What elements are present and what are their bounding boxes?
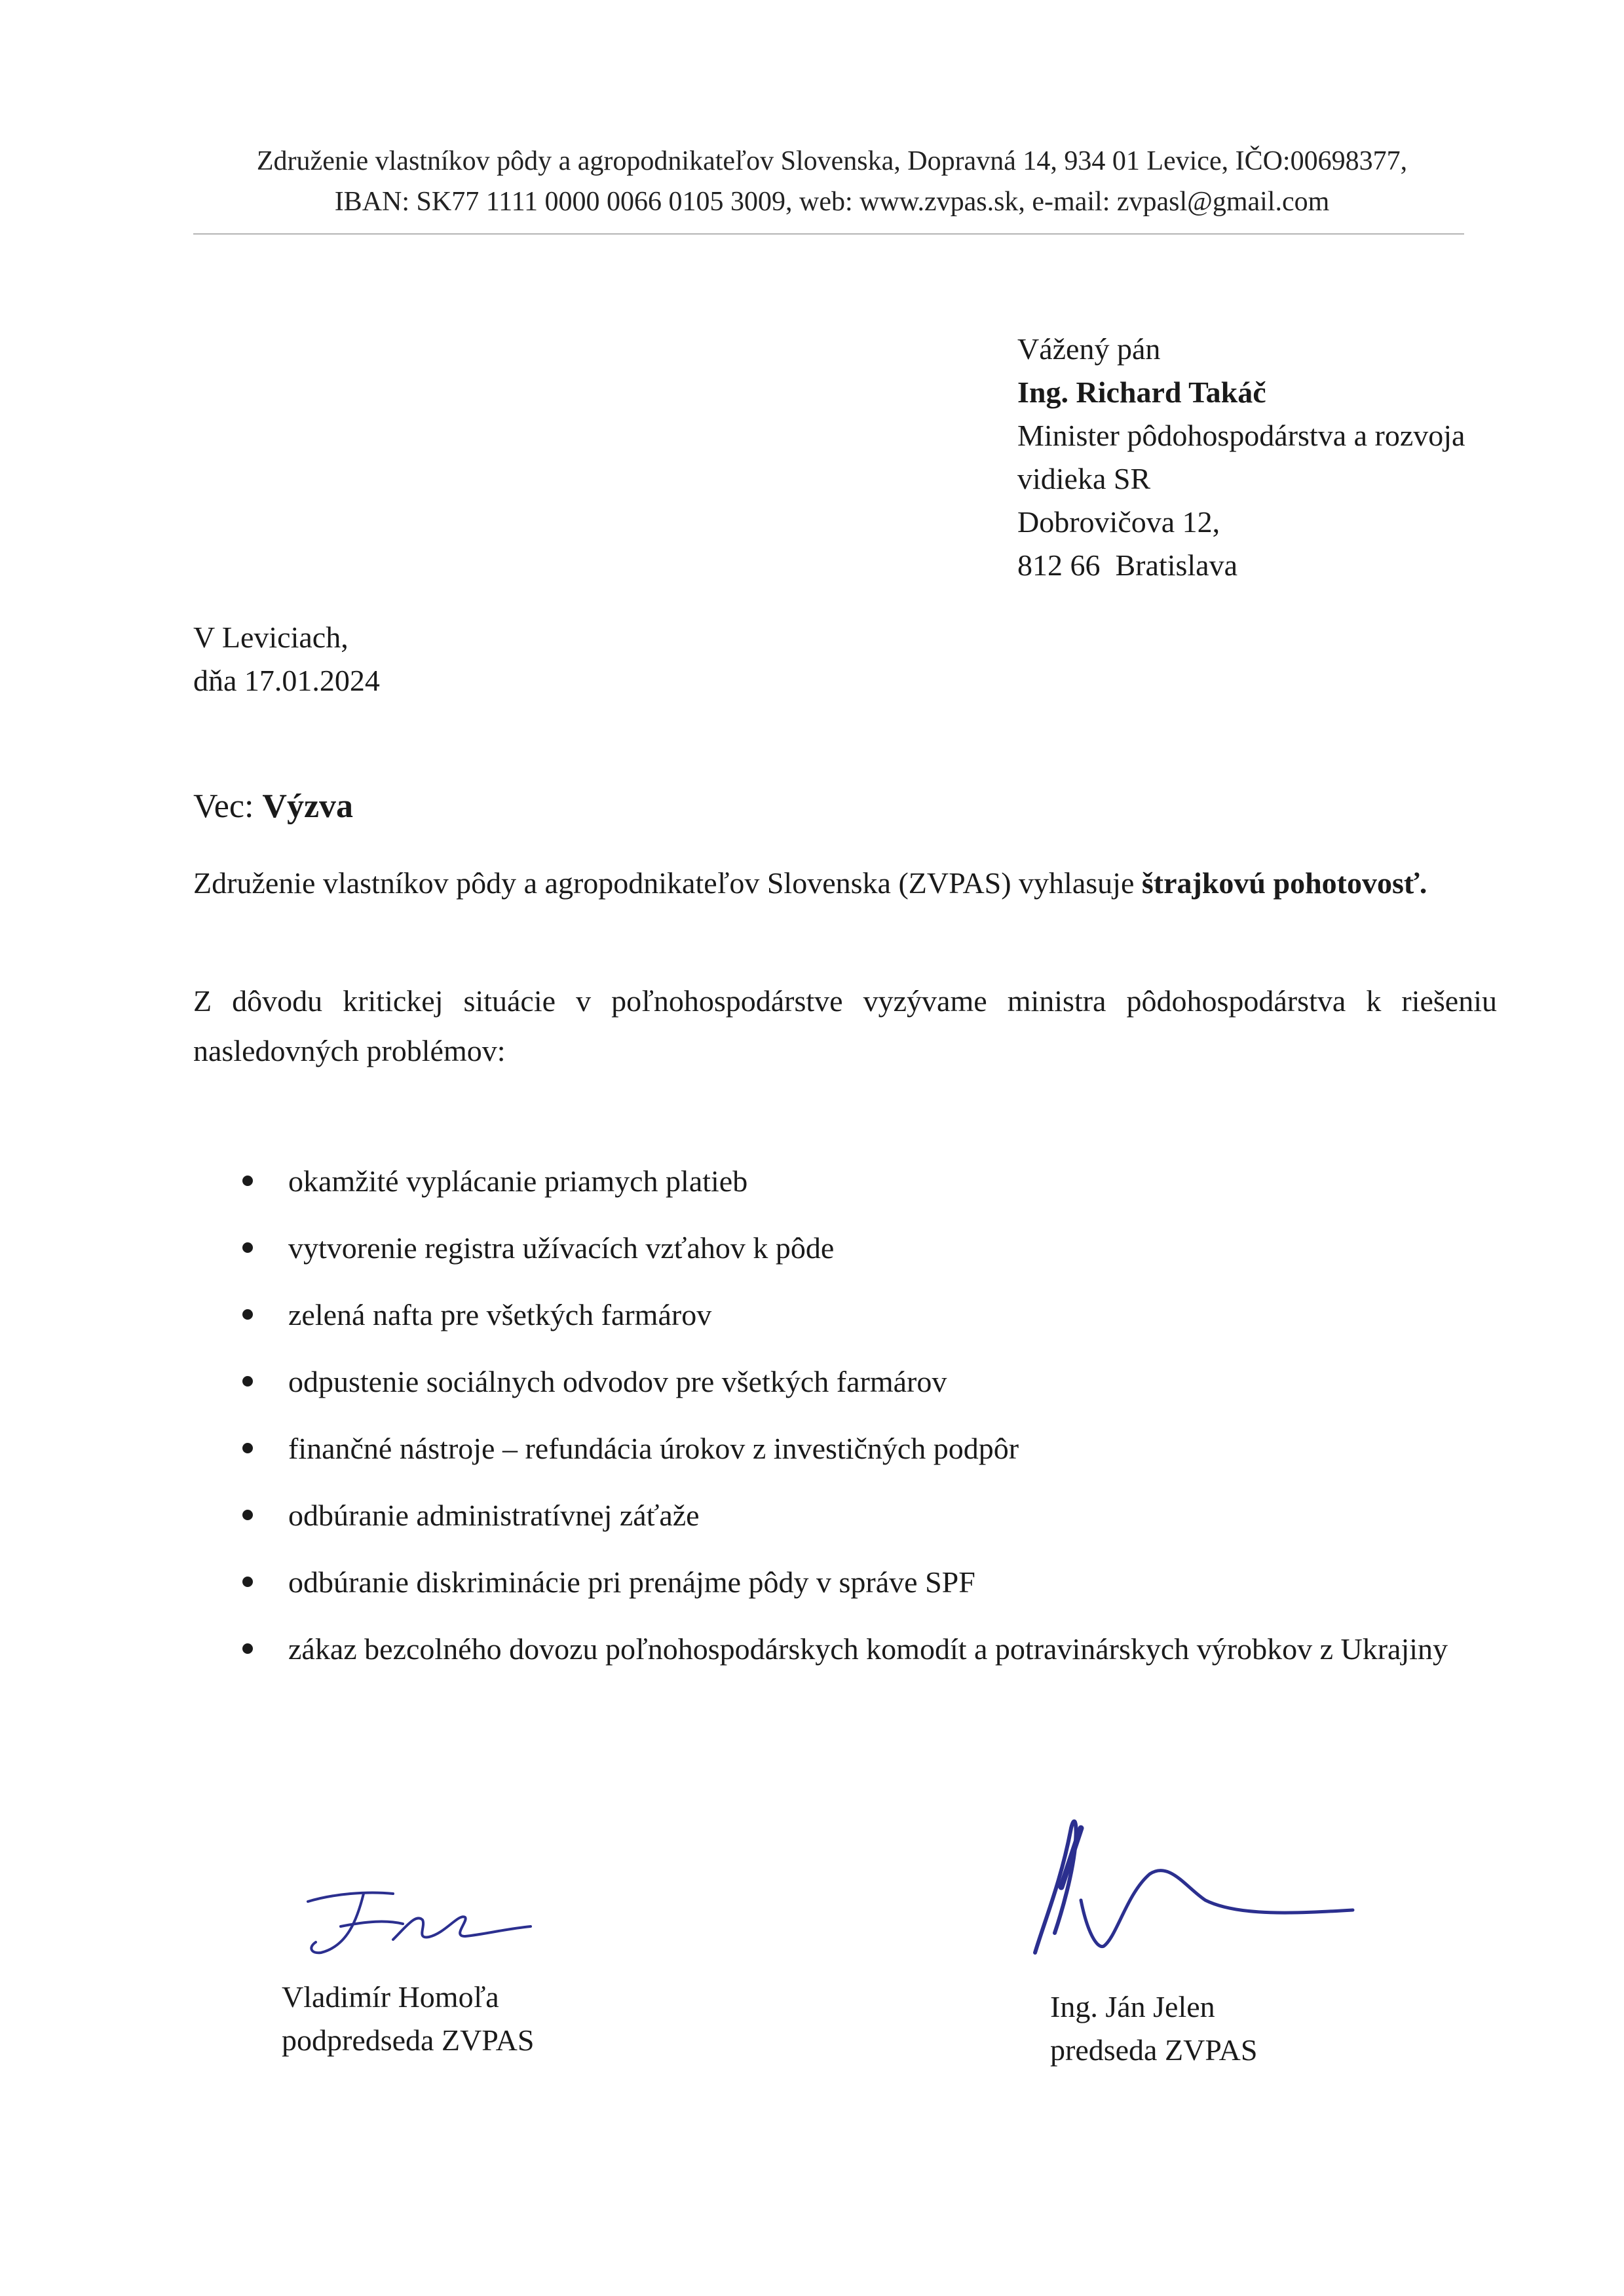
bullet-icon	[242, 1510, 253, 1520]
letterhead	[190, 141, 1474, 222]
place: V Leviciach,	[193, 621, 349, 654]
paragraph-2-text: Z dôvodu kritickej situácie v poľnohospodárstve vyzývame ministra pôdohospodárstva k riešeniu nasledovných problémov:	[193, 984, 1497, 1067]
recipient-address	[1017, 328, 1465, 587]
signatory-right-role: predseda ZVPAS	[1050, 2033, 1258, 2067]
paragraph-1-bold: štrajkovú pohotovosť.	[1141, 866, 1427, 900]
signature-right-icon	[1022, 1802, 1363, 1966]
place-and-date	[193, 616, 380, 702]
list-item: finančné nástroje – refundácia úrokov z investičných podpôr	[239, 1427, 1484, 1470]
list-item: okamžité vyplácanie priamych platieb	[239, 1160, 1484, 1203]
subject-label: Vec:	[193, 788, 263, 825]
bullet-icon	[242, 1242, 253, 1253]
bullet-icon	[242, 1309, 253, 1320]
signatory-right	[1050, 1985, 1257, 2072]
bullet-icon	[242, 1176, 253, 1186]
list-item: odbúranie diskriminácie pri prenájme pôdy v správe SPF	[239, 1561, 1484, 1604]
paragraph-demands-intro	[193, 976, 1497, 1076]
list-item: odbúranie administratívnej záťaže	[239, 1494, 1484, 1537]
list-item: zákaz bezcolného dovozu poľnohospodárskych komodít a potravinárskych výrobkov z Ukrajiny	[239, 1628, 1484, 1671]
bullet-icon	[242, 1376, 253, 1387]
recipient-title-line-2: vidieka SR	[1017, 462, 1151, 495]
signatory-right-name: Ing. Ján Jelen	[1050, 1990, 1215, 2023]
subject-line	[193, 783, 353, 830]
list-item: vytvorenie registra užívacích vzťahov k pôde	[239, 1227, 1484, 1270]
letterhead-divider	[193, 233, 1464, 235]
bullet-icon	[242, 1443, 253, 1453]
list-item: zelená nafta pre všetkých farmárov	[239, 1293, 1484, 1337]
paragraph-strike-alert	[193, 858, 1497, 908]
subject-value: Výzva	[262, 788, 354, 825]
list-item: odpustenie sociálnych odvodov pre všetkých farmárov	[239, 1360, 1484, 1404]
bullet-icon	[242, 1577, 253, 1587]
recipient-salutation: Vážený pán	[1017, 332, 1161, 366]
signature-left-icon	[295, 1874, 544, 1972]
bullet-icon	[242, 1643, 253, 1654]
letterhead-line-2: IBAN: SK77 1111 0000 0066 0105 3009, web: www.zvpas.sk, e-mail: zvpasl@gmail.com	[334, 187, 1330, 217]
recipient-name: Ing. Richard Takáč	[1017, 375, 1266, 409]
demands-list	[239, 1160, 1484, 1694]
signatory-left-role: podpredseda ZVPAS	[282, 2023, 535, 2057]
signatory-left-name: Vladimír Homoľa	[282, 1980, 499, 2014]
recipient-city: 812 66 Bratislava	[1017, 548, 1237, 582]
date: dňa 17.01.2024	[193, 664, 380, 697]
paragraph-1-text: Združenie vlastníkov pôdy a agropodnikateľov Slovenska (ZVPAS) vyhlasuje	[193, 866, 1142, 900]
recipient-title-line-1: Minister pôdohospodárstva a rozvoja	[1017, 419, 1465, 452]
letterhead-line-1: Združenie vlastníkov pôdy a agropodnikateľov Slovenska, Dopravná 14, 934 01 Levice, IČO:00698377,	[256, 146, 1408, 176]
recipient-street: Dobrovičova 12,	[1017, 505, 1220, 539]
signatory-left	[282, 1976, 534, 2062]
